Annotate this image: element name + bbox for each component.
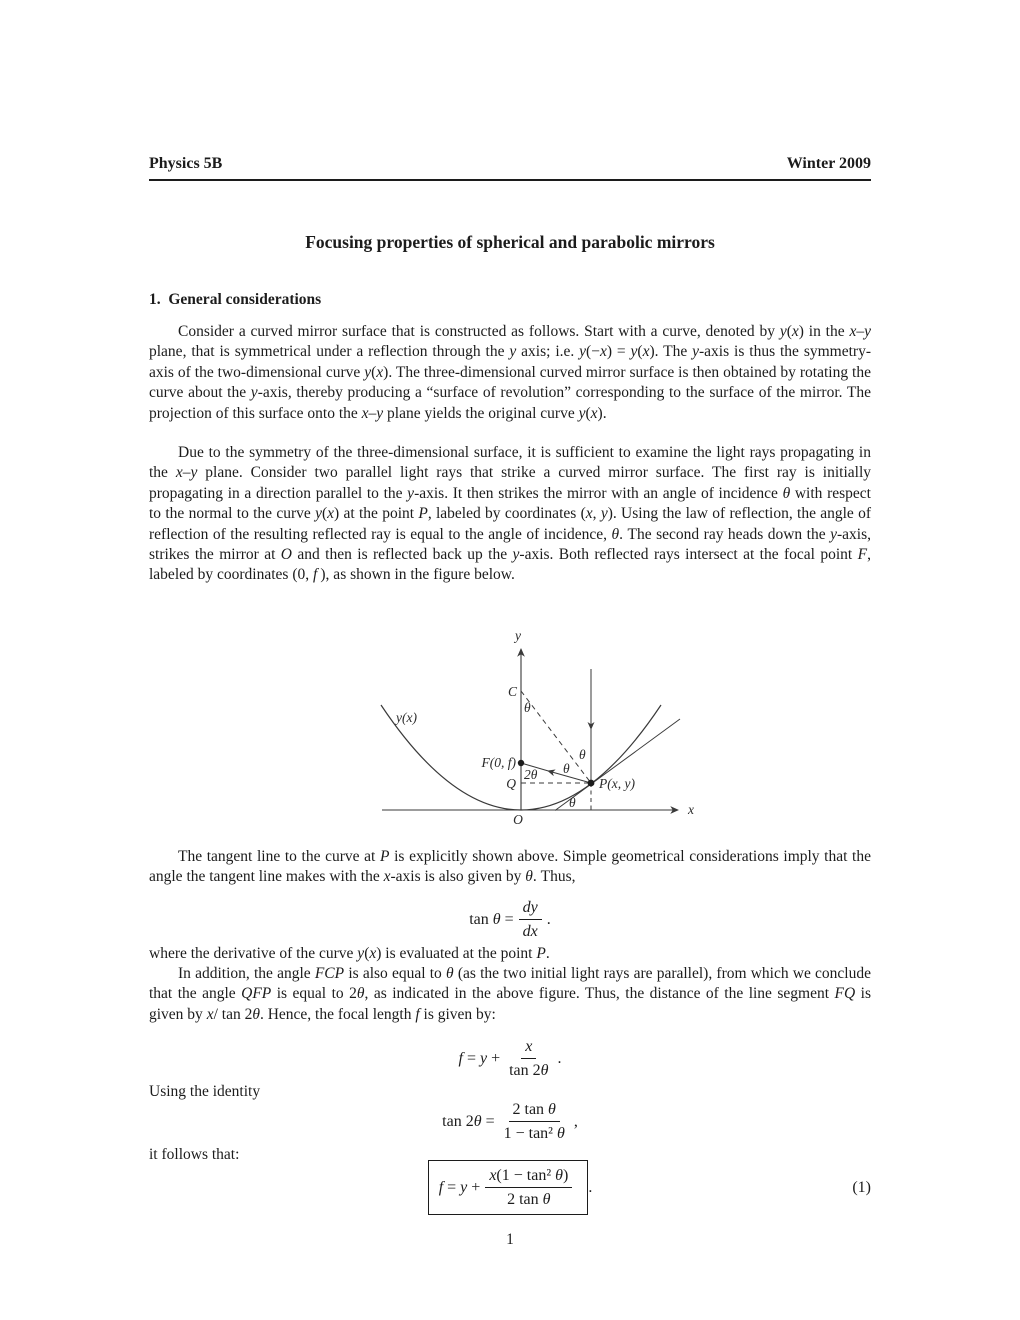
section-heading: 1. General considerations [149,291,322,308]
fraction [500,1100,569,1143]
fraction-denominator: 2 tan θ [507,1191,551,1208]
equation-number: (1) [852,1178,871,1196]
fraction-denominator: dx [522,923,538,940]
two-theta-label: 2θ [524,767,538,782]
equation-tangent [149,898,871,941]
page-title: Focusing properties of spherical and parabolic mirrors [305,232,715,252]
y-axis-label: y [515,628,521,643]
paragraph-6: it follows that: [149,1146,240,1163]
focus-label: F(0, f) [481,755,516,770]
theta-tangent-label: θ [569,795,576,810]
page-number: 1 [506,1231,514,1248]
fraction [505,1037,552,1080]
paragraph-3b: where the derivative of the curve y(x) is evaluated at the point P. [149,945,550,962]
point-p-dot [588,780,595,787]
figure-svg [360,615,710,830]
fraction [485,1166,572,1209]
equation-box [428,1160,589,1215]
fraction-numerator: 2 tan θ [509,1100,560,1122]
fraction-denominator: 1 − tan² θ [503,1125,565,1142]
header-term: Winter 2009 [786,155,871,172]
fraction-denominator: tan 2θ [509,1062,549,1079]
fraction-numerator: x(1 − tan² θ) [485,1166,572,1188]
equation-lhs: f = y + [458,1049,501,1067]
point-c-label: C [507,684,517,699]
x-axis-label: x [688,802,694,817]
fraction-numerator: x [521,1037,536,1059]
paragraph-2: Due to the symmetry of the three-dimensional surface, it is sufficient to examine the light rays propagating in the x–y plane. Consider two parallel light rays that strike a curved mirror surface. The first ray is initially propagating in a direction parallel to the y-axis. It then strikes the mirror with an angle of incidence θ with respect to the normal to the curve y(x) at the point P, labeled by coordinates (x, y). Using the law of reflection, the angle of reflection of the resulting reflected ray is equal to the angle of incidence, θ. The second ray heads down the y-axis, strikes the mirror at O and then is reflected back up the y-axis. Both reflected rays intersect at the focal point F, labeled by coordinates (0, f ), as shown in the figure below. [149,444,872,584]
header-course: Physics 5B [149,155,223,172]
fraction-numerator: dy [519,898,542,920]
paragraph-5: Using the identity [149,1083,261,1100]
equation-lhs: tan θ = [469,910,514,928]
curve-label: y(x) [396,710,417,725]
paragraph-4: In addition, the angle FCP is also equal to θ (as the two initial light rays are parallel), from which we conclude that the angle QFP is equal to 2θ, as indicated in the above figure. Thus, the distance of the line segment FQ is given by x/ tan 2θ. Hence, the focal length f is given by: [149,965,872,1023]
equation-boxed [149,1160,871,1215]
equation-identity [149,1100,871,1143]
focus-point-dot [518,760,524,766]
equation-post: . [557,1049,562,1067]
theta-incident-label: θ [579,747,586,762]
equation-lhs: tan 2θ = [442,1112,495,1130]
origin-label: O [513,812,523,827]
equation-post: . [546,910,551,928]
equation-post: . [588,1178,593,1196]
equation-focal [149,1037,871,1080]
figure [360,615,710,830]
fraction [519,898,542,941]
header-rule [149,179,871,181]
theta-reflected-label: θ [563,761,570,776]
point-q-label: Q [506,776,516,791]
equation-lhs: f = y + [438,1178,481,1196]
point-p-label: P(x, y) [599,776,635,791]
paragraph-1: Consider a curved mirror surface that is constructed as follows. Start with a curve, denoted by y(x) in the x–y plane, that is symmetrical under a reflection through the y axis; i.e. y(−x) = y(x). The y-axis is thus the symmetry-axis of the two-dimensional curve y(x). The three-dimensional curved mirror surface is then obtained by rotating the curve about the y-axis, thereby producing a “surface of revolution” corresponding to the surface of the mirror. The projection of this surface onto the x–y plane yields the original curve y(x). [149,323,872,422]
equation-post: , [573,1112,578,1130]
paragraph-3: The tangent line to the curve at P is explicitly shown above. Simple geometrical considerations imply that the angle the tangent line makes with the x-axis is also given by θ. Thus, [149,848,871,886]
theta-at-c-label: θ [524,700,531,715]
